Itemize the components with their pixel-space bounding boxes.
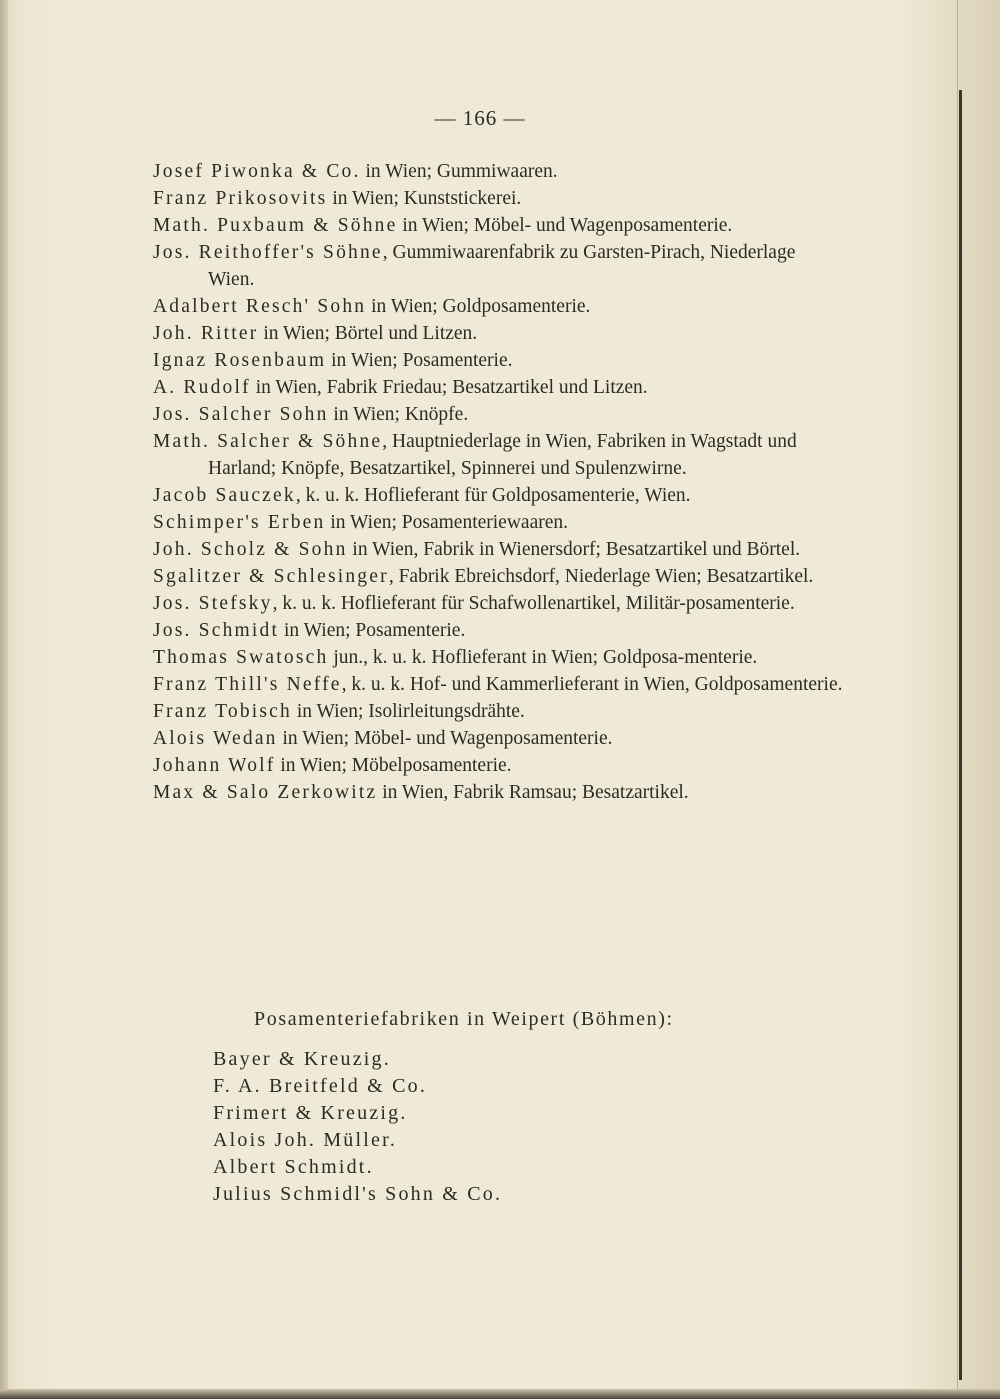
list-item [153,320,843,347]
entry-name: A. Rudolf [153,377,251,398]
entry-name: Franz Thill's Neffe [153,674,342,695]
entry-details: in Wien; Isolirleitungsdrähte. [291,701,525,722]
list-item: Julius Schmidl's Sohn & Co. [213,1183,503,1205]
list-item [153,752,843,779]
entry-details: in Wien, Fabrik Ramsau; Besatzartikel. [377,782,689,803]
entry-name: Franz Tobisch [153,701,292,722]
entry-details: , k. u. k. Hof- und Kammerlieferant in Wien, Goldposamenterie. [341,674,843,695]
entry-details: in Wien; Posamenterie. [326,350,513,371]
list-item [153,293,843,320]
entry-list [153,158,843,806]
list-item [153,779,843,806]
entry-name: Johann Wolf [153,755,276,776]
entry-details: in Wien; Posamenterie. [279,620,466,641]
entry-name: Max & Salo Zerkowitz [153,782,378,803]
list-item [153,698,843,725]
list-item [153,482,843,509]
entry-details: , Gummiwaarenfabrik zu Garsten-Pirach, Niederlage Wien. [208,242,796,290]
list-item: F. A. Breitfeld & Co. [213,1075,428,1097]
list-item [153,536,843,563]
list-item [153,212,843,239]
list-item: Albert Schmidt. [213,1156,374,1178]
entry-name: Jos. Stefsky [153,593,273,614]
entry-name: Jos. Salcher Sohn [153,404,329,425]
entry-details: in Wien, Fabrik in Wienersdorf; Besatzartikel und Börtel. [347,539,801,560]
page-edge-line [957,0,958,1399]
list-item [153,347,843,374]
entry-name: Math. Puxbaum & Söhne [153,215,398,236]
entry-name: Alois Wedan [153,728,278,749]
list-item [153,509,843,536]
entry-name: Joh. Ritter [153,323,259,344]
list-item: Alois Joh. Müller. [213,1129,398,1151]
entry-details: , k. u. k. Hoflieferant für Schafwollenartikel, Militär-posamenterie. [272,593,795,614]
entry-name: Adalbert Resch' Sohn [153,296,367,317]
list-item [153,617,843,644]
list-item [153,590,843,617]
list-item [153,671,843,698]
entry-details: in Wien; Möbel- und Wagenposamenterie. [397,215,733,236]
entry-name: Ignaz Rosenbaum [153,350,327,371]
entry-details: in Wien; Goldposamenterie. [366,296,591,317]
list-item [153,428,843,482]
book-spine-shadow [0,0,8,1399]
entry-name: Thomas Swatosch [153,647,329,668]
list-item [153,239,843,293]
list-item: Frimert & Kreuzig. [213,1102,408,1124]
list-item [153,401,843,428]
list-item [153,185,843,212]
entry-details: in Wien; Börtel und Litzen. [258,323,478,344]
page-bottom-edge [0,1389,1000,1399]
entry-details: in Wien; Möbel- und Wagenposamenterie. [277,728,613,749]
entry-details: , k. u. k. Hoflieferant für Goldposamenterie, Wien. [295,485,691,506]
list-item [153,158,843,185]
entry-details: in Wien; Kunststickerei. [327,188,522,209]
entry-details: jun., k. u. k. Hoflieferant in Wien; Goldposa-menterie. [328,647,758,668]
entry-details: in Wien; Knöpfe. [328,404,469,425]
page-number: — 166 — [434,106,526,130]
entry-name: Schimper's Erben [153,512,326,533]
entry-name: Jacob Sauczek [153,485,296,506]
entry-details: in Wien; Gummiwaaren. [360,161,558,182]
entry-name: Math. Salcher & Söhne [153,431,383,452]
list-item [153,374,843,401]
page-edge-dark [959,90,962,1380]
entry-details: , Hauptniederlage in Wien, Fabriken in Wagstadt und Harland; Knöpfe, Besatzartikel, Spinnerei und Spulenzwirne. [208,431,797,479]
entry-name: Franz Prikosovits [153,188,328,209]
list-item: Bayer & Kreuzig. [213,1048,391,1070]
entry-details: in Wien; Posamenteriewaaren. [325,512,569,533]
entry-details: , Fabrik Ebreichsdorf, Niederlage Wien; Besatzartikel. [388,566,814,587]
list-item [153,725,843,752]
entry-name: Jos. Reithoffer's Söhne [153,242,383,263]
entry-details: in Wien, Fabrik Friedau; Besatzartikel und Litzen. [250,377,648,398]
list-item [153,563,843,590]
entry-name: Jos. Schmidt [153,620,280,641]
entry-name: Sgalitzer & Schlesinger [153,566,389,587]
entry-name: Joh. Scholz & Sohn [153,539,348,560]
section-title: Posamenteriefabriken in Weipert (Böhmen): [254,1008,674,1030]
factory-list [213,1046,502,1208]
list-item [153,644,843,671]
entry-details: in Wien; Möbelposamenterie. [275,755,512,776]
entry-name: Josef Piwonka & Co. [153,161,361,182]
